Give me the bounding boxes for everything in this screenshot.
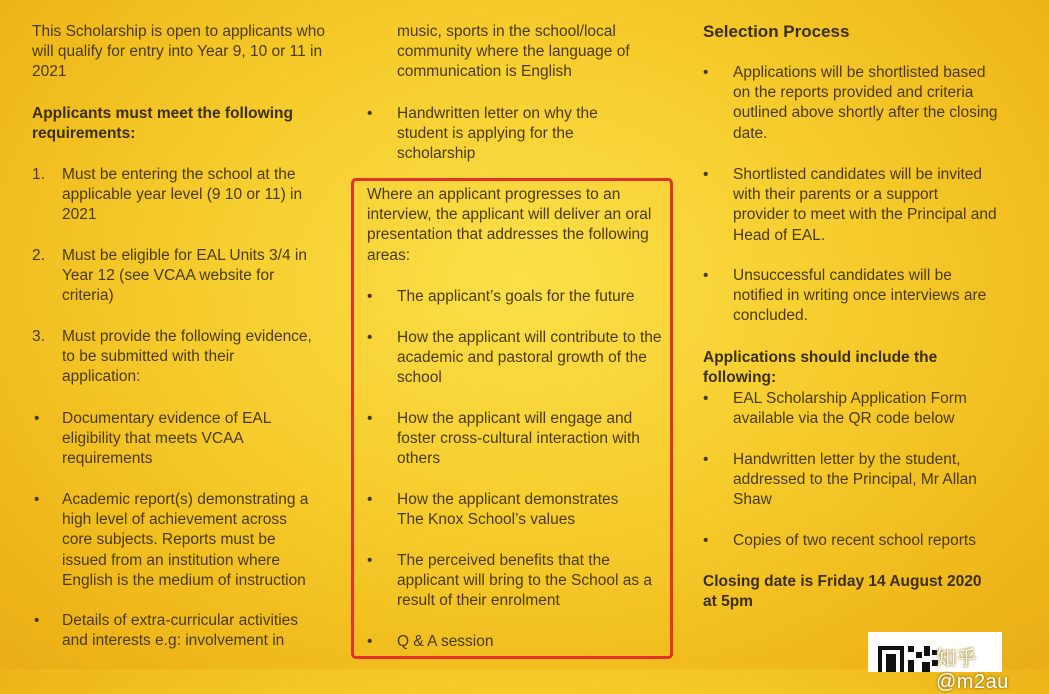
bullet-glyph: • <box>703 267 709 284</box>
bullet-glyph: • <box>367 491 373 508</box>
evidence-item-activities: Details of extra-curricular activities and interests e.g: involvement in <box>62 612 299 650</box>
interview-intro: Where an applicant progresses to an interview, the applicant will deliver an oral presentation that addresses the following areas: <box>367 186 652 264</box>
bullet-glyph: • <box>703 451 709 468</box>
bullet-glyph: • <box>367 105 373 122</box>
requirement-item-2: Must be eligible for EAL Units 3/4 in Year 12 (see VCAA website for criteria) <box>62 247 307 305</box>
interview-area-contribute: How the applicant will contribute to the academic and pastoral growth of the school <box>397 329 662 387</box>
include-item-letter: Handwritten letter by the student, addressed to the Principal, Mr Allan Shaw <box>733 451 977 509</box>
numbered-marker-3: 3. <box>32 328 45 345</box>
include-item-reports: Copies of two recent school reports <box>733 532 976 549</box>
highlight-box <box>351 178 673 659</box>
bullet-glyph: • <box>34 491 40 508</box>
selection-item-unsuccessful: Unsuccessful candidates will be notified in writing once interviews are concluded. <box>733 267 987 325</box>
evidence-item-eal: Documentary evidence of EAL eligibility that meets VCAA requirements <box>62 410 271 468</box>
interview-area-qa: Q & A session <box>397 633 494 650</box>
selection-item-shortlist: Applications will be shortlisted based on the reports provided and criteria outlined above shortly after the closing date. <box>733 64 998 142</box>
bullet-glyph: • <box>34 612 40 629</box>
bullet-glyph: • <box>367 410 373 427</box>
selection-process-heading: Selection Process <box>703 22 850 41</box>
interview-area-values: How the applicant demonstrates The Knox School’s values <box>397 491 619 529</box>
watermark-text: 知乎 @m2au <box>936 648 1009 693</box>
bullet-glyph: • <box>34 410 40 427</box>
interview-area-goals: The applicant’s goals for the future <box>397 288 635 305</box>
evidence-item-letter: Handwritten letter on why the student is applying for the scholarship <box>397 105 598 163</box>
bullet-glyph: • <box>367 552 373 569</box>
eligibility-intro: This Scholarship is open to applicants who will qualify for entry into Year 9, 10 or 11 in 2021 <box>32 23 325 81</box>
requirement-item-3: Must provide the following evidence, to be submitted with their application: <box>62 328 312 386</box>
numbered-marker-1: 1. <box>32 166 45 183</box>
evidence-item-academic: Academic report(s) demonstrating a high level of achievement across core subjects. Reports must be issued from an institution where English is the medium of instruction <box>62 491 309 589</box>
numbered-marker-2: 2. <box>32 247 45 264</box>
interview-area-benefits: The perceived benefits that the applicant will bring to the School as a result of their enrolment <box>397 552 653 610</box>
include-heading: Applications should include the following: <box>703 349 938 387</box>
bullet-glyph: • <box>367 288 373 305</box>
bullet-glyph: • <box>703 532 709 549</box>
bullet-glyph: • <box>367 329 373 346</box>
interview-area-cross-cultural: How the applicant will engage and foster cross-cultural interaction with others <box>397 410 640 468</box>
requirements-heading: Applicants must meet the following requirements: <box>32 105 293 143</box>
include-item-form: EAL Scholarship Application Form available via the QR code below <box>733 390 967 428</box>
activities-continued: music, sports in the school/local community where the language of communication is English <box>397 23 630 81</box>
bullet-glyph: • <box>703 390 709 407</box>
bullet-glyph: • <box>703 64 709 81</box>
bullet-glyph: • <box>703 166 709 183</box>
closing-date: Closing date is Friday 14 August 2020 at 5pm <box>703 573 982 611</box>
requirement-item-1: Must be entering the school at the applicable year level (9 10 or 11) in 2021 <box>62 166 303 224</box>
bullet-glyph: • <box>367 633 373 650</box>
selection-item-invited: Shortlisted candidates will be invited with their parents or a support provider to meet with the Principal and Head of EAL. <box>733 166 997 244</box>
